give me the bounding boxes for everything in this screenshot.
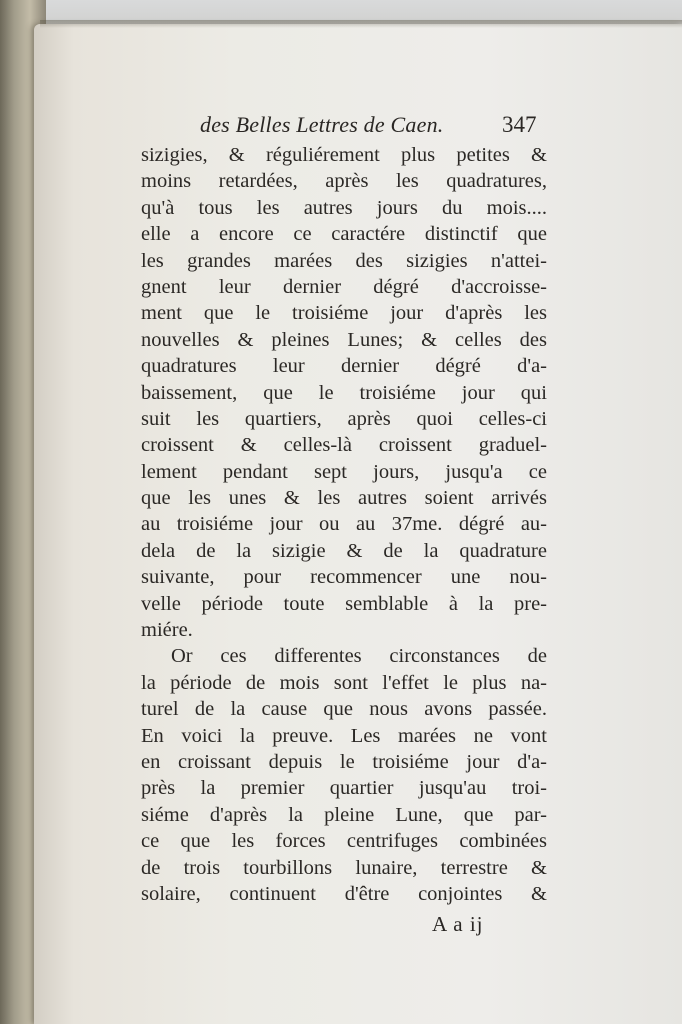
text-line: suivante, pour recommencer une nou-: [141, 566, 547, 589]
text-line: croissent & celles-là croissent graduel-: [141, 434, 547, 457]
text-line: nouvelles & pleines Lunes; & celles des: [141, 328, 547, 351]
text-line: siéme d'après la pleine Lune, que par-: [141, 803, 547, 826]
running-head: des Belles Lettres de Caen.: [200, 112, 444, 137]
text-line: ment que le troisiéme jour d'après les: [141, 302, 547, 325]
text-line: velle période toute semblable à la pre-: [141, 592, 547, 615]
text-line: moins retardées, après les quadratures,: [141, 170, 547, 193]
body-text: [141, 142, 547, 907]
text-line: turel de la cause que nous avons passée.: [141, 698, 547, 721]
text-line: gnent leur dernier dégré d'accroisse-: [141, 275, 547, 298]
text-line: près la premier quartier jusqu'au troi-: [141, 777, 547, 800]
text-line: ce que les forces centrifuges combinées: [141, 830, 547, 853]
text-line: quadratures leur dernier dégré d'a-: [141, 355, 547, 378]
text-line: en croissant depuis le troisiéme jour d'a-: [141, 750, 547, 773]
text-line: En voici la preuve. Les marées ne vont: [141, 724, 547, 747]
text-line: Or ces differentes circonstances de: [171, 645, 547, 668]
text-line: suit les quartiers, après quoi celles-ci: [141, 407, 547, 430]
text-line: miére.: [141, 619, 193, 642]
page-number: 347: [502, 112, 537, 137]
text-line: sizigies, & réguliérement plus petites &: [141, 144, 547, 166]
text-line: au troisiéme jour ou au 37me. dégré au-: [141, 513, 547, 536]
text-line: de trois tourbillons lunaire, terrestre &: [141, 856, 547, 879]
text-line: baissement, que le troisiéme jour qui: [141, 381, 547, 404]
signature-mark: A a ij: [432, 912, 484, 936]
text-line: les grandes marées des sizigies n'attei-: [141, 249, 547, 272]
page-header: [190, 112, 550, 146]
text-line: dela de la sizigie & de la quadrature: [141, 539, 547, 562]
text-line: solaire, continuent d'être conjointes &: [141, 882, 547, 905]
page-top-shadow: [40, 20, 682, 28]
text-line: la période de mois sont l'effet le plus na-: [141, 671, 547, 694]
paragraph-2: [141, 643, 547, 907]
text-line: lement pendant sept jours, jusqu'a ce: [141, 460, 547, 483]
text-line: que les unes & les autres soient arrivés: [141, 487, 547, 510]
paragraph-1: [141, 142, 547, 643]
text-line: qu'à tous les autres jours du mois....: [141, 196, 547, 219]
text-line: elle a encore ce caractére distinctif que: [141, 223, 547, 246]
